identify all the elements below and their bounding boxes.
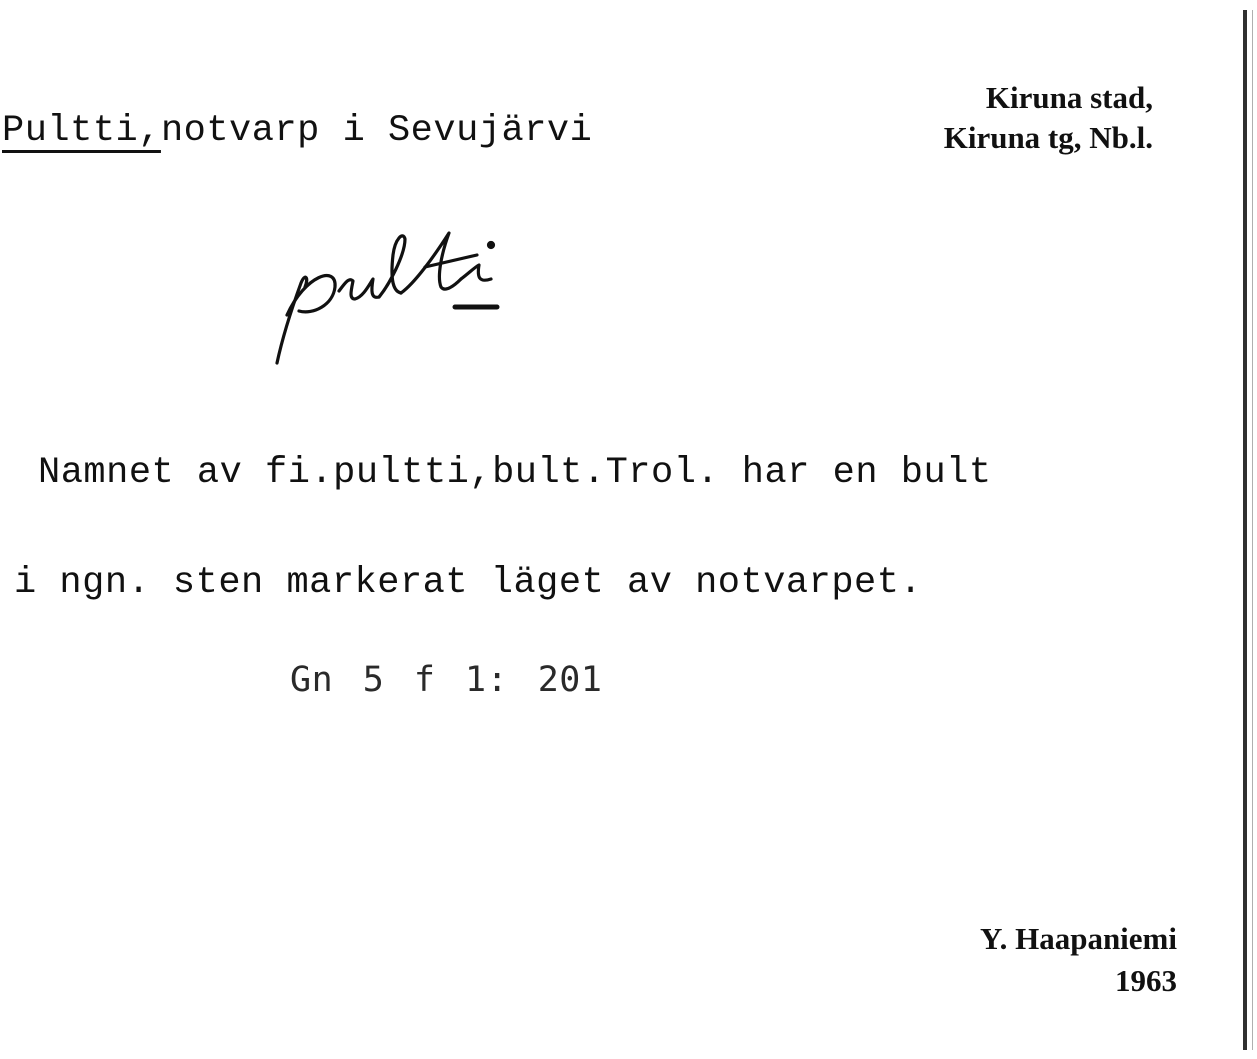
- body-line-2: i ngn. sten markerat läget av notvarpet.: [14, 562, 923, 604]
- card-edge-shadow: [1252, 10, 1253, 1050]
- handwritten-pulti: [265, 225, 565, 375]
- record-year: 1963: [1115, 963, 1177, 998]
- location-line-1: Kiruna stad,: [985, 80, 1153, 115]
- body-line-1: Namnet av fi.pultti,bult.Trol. har en bult: [38, 452, 992, 494]
- location-stamp: [944, 78, 1153, 158]
- source-reference: Gn 5 f 1: 201: [290, 660, 603, 700]
- author-name: Y. Haapaniemi: [980, 921, 1177, 956]
- location-line-2: Kiruna tg, Nb.l.: [943, 120, 1153, 155]
- card-edge-border: [1243, 10, 1247, 1050]
- headword: Pultti,: [2, 110, 161, 152]
- signature-block: [980, 918, 1177, 1002]
- card-heading: [2, 110, 592, 152]
- heading-description: notvarp i Sevujärvi: [160, 110, 593, 152]
